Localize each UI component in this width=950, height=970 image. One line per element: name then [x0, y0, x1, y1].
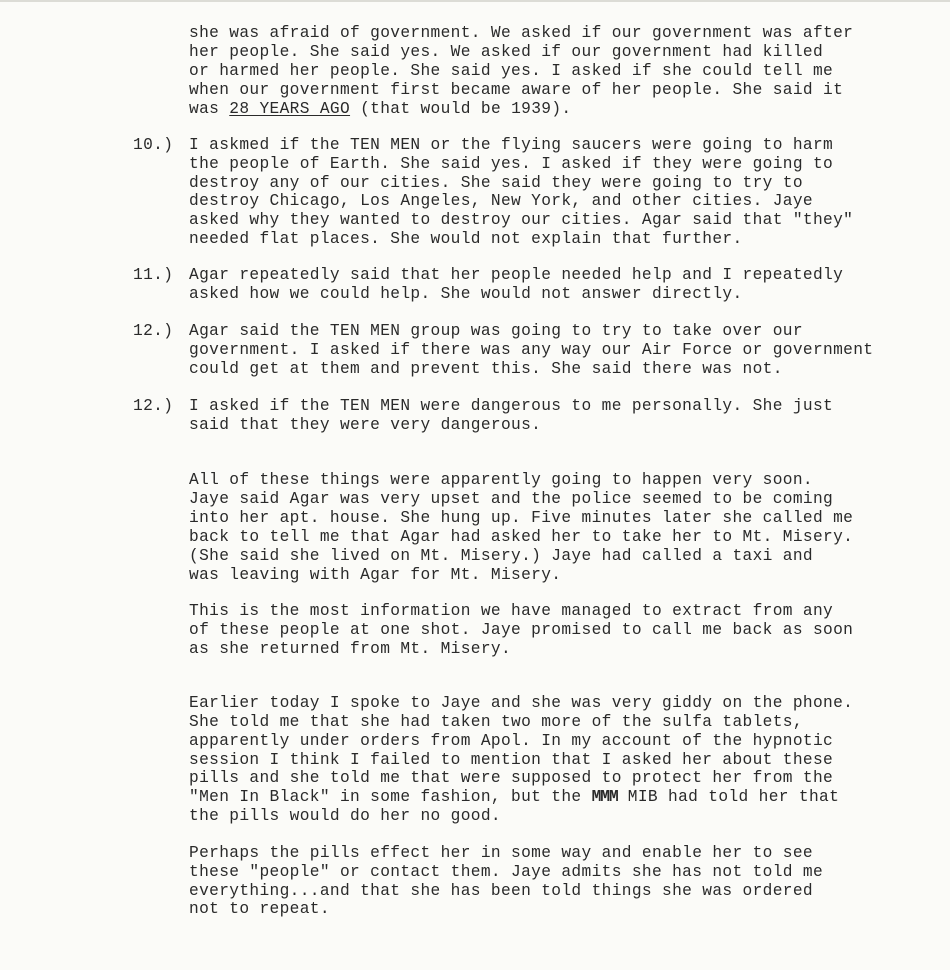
item-line: government. I asked if there was any way our Air Force or government: [189, 341, 874, 359]
item-line: said that they were very dangerous.: [189, 416, 542, 434]
page-top-edge: [0, 0, 950, 2]
underlined-date: 28 YEARS AGO: [229, 100, 351, 118]
paragraph-line: not to repeat.: [189, 900, 330, 918]
paragraph-line: This is the most information we have managed to extract from any: [189, 602, 834, 620]
paragraph-line: She told me that she had taken two more of the sulfa tablets,: [189, 713, 803, 731]
paragraph-line: Perhaps the pills effect her in some way and enable her to see: [189, 844, 813, 862]
paragraph-line: (She said she lived on Mt. Misery.) Jaye had called a taxi and: [189, 547, 813, 565]
paragraph-line: Jaye said Agar was very upset and the police seemed to be coming: [189, 490, 834, 508]
item-number: 12.): [133, 322, 174, 340]
paragraph-line: everything...and that she has been told things she was ordered: [189, 882, 813, 900]
item-line: I asked if the TEN MEN were dangerous to me personally. She just: [189, 397, 834, 415]
item-line: Agar repeatedly said that her people needed help and I repeatedly: [189, 266, 844, 284]
paragraph-line: was leaving with Agar for Mt. Misery.: [189, 566, 562, 584]
intro-text: (that would be 1939).: [350, 100, 572, 118]
paragraph-line: apparently under orders from Apol. In my account of the hypnotic: [189, 732, 834, 750]
paragraph-line: [189, 788, 839, 807]
paragraph-line: into her apt. house. She hung up. Five minutes later she called me: [189, 509, 854, 527]
intro-line: when our government first became aware of her people. She said it: [189, 81, 844, 99]
paragraph-line: the pills would do her no good.: [189, 807, 501, 825]
item-line: I askmed if the TEN MEN or the flying saucers were going to harm: [189, 136, 834, 154]
paragraph-line: All of these things were apparently going to happen very soon.: [189, 471, 813, 489]
struck-out-text: MMM: [591, 788, 618, 806]
paragraph-line: of these people at one shot. Jaye promised to call me back as soon: [189, 621, 854, 639]
item-line: asked how we could help. She would not answer directly.: [189, 285, 743, 303]
item-line: could get at them and prevent this. She said there was not.: [189, 360, 783, 378]
paragraph-line: as she returned from Mt. Misery.: [189, 640, 512, 658]
intro-line: or harmed her people. She said yes. I asked if she could tell me: [189, 62, 834, 80]
item-number: 10.): [133, 136, 174, 154]
item-line: needed flat places. She would not explain that further.: [189, 230, 743, 248]
paragraph-text: "Men In Black" in some fashion, but the: [189, 788, 592, 806]
intro-line: [189, 100, 571, 119]
paragraph-line: Earlier today I spoke to Jaye and she was very giddy on the phone.: [189, 694, 854, 712]
paragraph-text: MIB had told her that: [617, 788, 840, 806]
intro-line: her people. She said yes. We asked if our government had killed: [189, 43, 824, 61]
intro-line: she was afraid of government. We asked if our government was after: [189, 24, 854, 42]
item-line: destroy any of our cities. She said they were going to try to: [189, 174, 803, 192]
item-line: Agar said the TEN MEN group was going to try to take over our: [189, 322, 803, 340]
paragraph-line: pills and she told me that were supposed to protect her from the: [189, 769, 834, 787]
paragraph-line: back to tell me that Agar had asked her to take her to Mt. Misery.: [189, 528, 854, 546]
item-number: 12.): [133, 397, 174, 415]
item-line: asked why they wanted to destroy our cities. Agar said that "they": [189, 211, 854, 229]
item-number: 11.): [133, 266, 174, 284]
paragraph-line: these "people" or contact them. Jaye admits she has not told me: [189, 863, 824, 881]
item-line: destroy Chicago, Los Angeles, New York, and other cities. Jaye: [189, 192, 813, 210]
intro-text: was: [189, 100, 230, 118]
item-line: the people of Earth. She said yes. I asked if they were going to: [189, 155, 834, 173]
paragraph-line: session I think I failed to mention that I asked her about these: [189, 751, 834, 769]
